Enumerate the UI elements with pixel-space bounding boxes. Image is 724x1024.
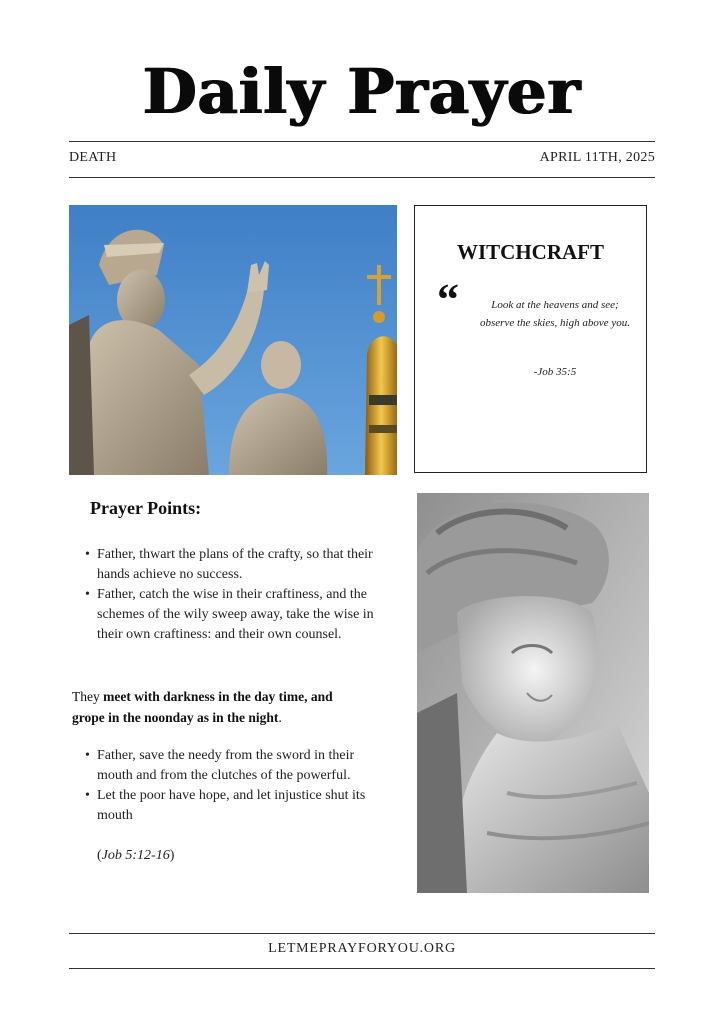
list-item: • Let the poor have hope, and let injustice shut its mouth <box>97 786 382 826</box>
footer-website[interactable]: LETMEPRAYFORYOU.ORG <box>268 941 456 956</box>
prayer-points-list-1 <box>97 545 382 645</box>
scripture-citation <box>97 848 174 864</box>
quote-box <box>414 205 647 473</box>
statues-sky-image <box>69 205 397 475</box>
header-top-rule <box>69 141 655 142</box>
footer-bottom-rule <box>69 968 655 969</box>
quote-text: Look at the heavens and see; observe the skies, high above you. <box>480 299 630 329</box>
prayer-points-list-2 <box>97 746 382 826</box>
page-title: Daily Prayer <box>142 55 582 128</box>
paragraph-end: . <box>278 710 282 725</box>
quote-heading: WITCHCRAFT <box>456 240 604 264</box>
header-bottom-rule <box>69 177 655 178</box>
paragraph-lead: They <box>72 689 104 704</box>
citation-close: ) <box>169 848 175 863</box>
list-item: • Father, save the needy from the sword in their mouth and from the clutches of the powerful. <box>97 746 382 786</box>
list-item: • Father, catch the wise in their craftiness, and the schemes of the wily sweep away, take the wise in their own craftiness: and their own counsel. <box>97 585 382 645</box>
footer-top-rule <box>69 933 655 934</box>
topic-label: DEATH <box>69 150 117 165</box>
quote-mark-icon: “ <box>437 275 459 324</box>
citation-open: ( <box>97 848 102 863</box>
paragraph-bold: meet with darkness in the day time, and grope in the noonday as in the night <box>72 689 333 725</box>
scripture-paragraph <box>72 686 362 728</box>
marble-bust-image <box>417 493 649 893</box>
citation-ref: Job 5:12-16 <box>101 848 170 863</box>
list-item: • Father, thwart the plans of the crafty, so that their hands achieve no success. <box>97 545 382 585</box>
date-label: APRIL 11TH, 2025 <box>539 150 655 165</box>
prayer-points-heading: Prayer Points: <box>90 498 202 518</box>
quote-reference: -Job 35:5 <box>533 366 577 378</box>
